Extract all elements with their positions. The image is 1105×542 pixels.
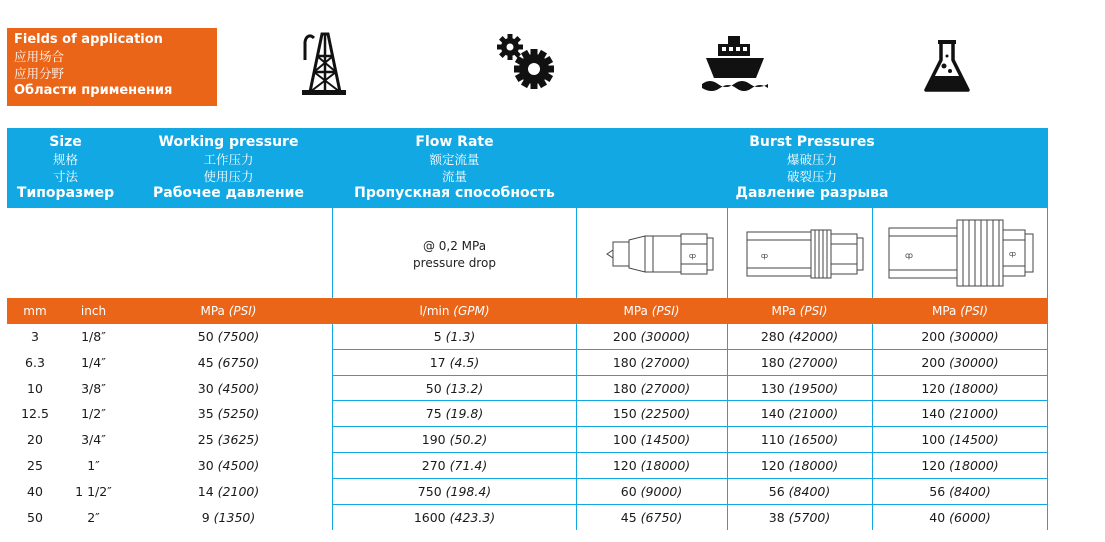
svg-text:ȹ: ȹ	[689, 252, 696, 260]
table-body	[7, 324, 1048, 530]
table-row: 6.3 1/4″ 45 (6750) 17 (4.5) 180 (27000) 180 (27000) 200 (30000)	[7, 350, 1048, 376]
table-row: 10 3/8″ 30 (4500) 50 (13.2) 180 (27000) 130 (19500) 120 (18000)	[7, 376, 1048, 402]
gears-icon	[496, 34, 558, 90]
unit-inch: inch	[80, 304, 107, 318]
table-row: 20 3/4″ 25 (3625) 190 (50.2) 100 (14500) 110 (16500) 100 (14500)	[7, 427, 1048, 453]
coupling-socket-drawing-2	[887, 218, 1037, 288]
header-working-pressure: Working pressure 工作压力 使用压力 Рабочее давление	[153, 134, 304, 201]
coupling-images-row	[7, 208, 1048, 298]
pressure-drop-note: @ 0,2 MPa pressure drop	[413, 239, 496, 270]
unit-flow: l/min (GPM)	[419, 304, 490, 318]
header-size: Size 规格 寸法 Типоразмер	[16, 134, 115, 201]
units-row	[7, 298, 1048, 324]
svg-text:ȹ: ȹ	[1009, 250, 1016, 258]
table-row: 25 1″ 30 (4500) 270 (71.4) 120 (18000) 120 (18000) 120 (18000)	[7, 453, 1048, 479]
ship-icon	[700, 34, 770, 92]
lab-flask-icon	[922, 38, 972, 96]
table-row: 50 2″ 9 (1350) 1600 (423.3) 45 (6750) 38 (5700) 40 (6000)	[27, 509, 991, 525]
svg-text:ȹ: ȹ	[761, 252, 768, 260]
fields-title-en: Fields of application	[14, 32, 163, 47]
header-flow-rate: Flow Rate 额定流量 流量 Пропускная способность	[354, 134, 555, 201]
table-row: 12.5 1/2″ 35 (5250) 75 (19.8) 150 (22500) 140 (21000) 140 (21000)	[7, 401, 1048, 427]
unit-mm: mm	[23, 304, 47, 318]
table-row: 3 1/8″ 50 (7500) 5 (1.3) 200 (30000) 280 (42000) 200 (30000)	[7, 324, 1048, 350]
unit-burst-1: MPa (PSI)	[623, 304, 680, 318]
unit-working-pressure: MPa (PSI)	[200, 304, 257, 318]
oil-derrick-icon	[300, 30, 348, 98]
fields-title-zh1: 应用场合	[14, 49, 65, 64]
coupling-socket-drawing-1	[745, 226, 865, 282]
table-header	[7, 128, 1048, 208]
fields-of-application-box	[7, 28, 217, 106]
svg-text:ȹ: ȹ	[905, 251, 913, 260]
fields-title-ru: Области применения	[14, 83, 173, 98]
unit-burst-3: MPa (PSI)	[932, 304, 988, 318]
fields-title-zh2: 应用分野	[14, 66, 65, 81]
header-burst-pressures: Burst Pressures 爆破压力 破裂压力 Давление разрыва	[735, 134, 889, 201]
unit-burst-2: MPa (PSI)	[771, 304, 828, 318]
coupling-plug-drawing	[605, 228, 715, 280]
table-row: 40 1 1/2″ 14 (2100) 750 (198.4) 60 (9000) 56 (8400) 56 (8400)	[7, 479, 1048, 505]
